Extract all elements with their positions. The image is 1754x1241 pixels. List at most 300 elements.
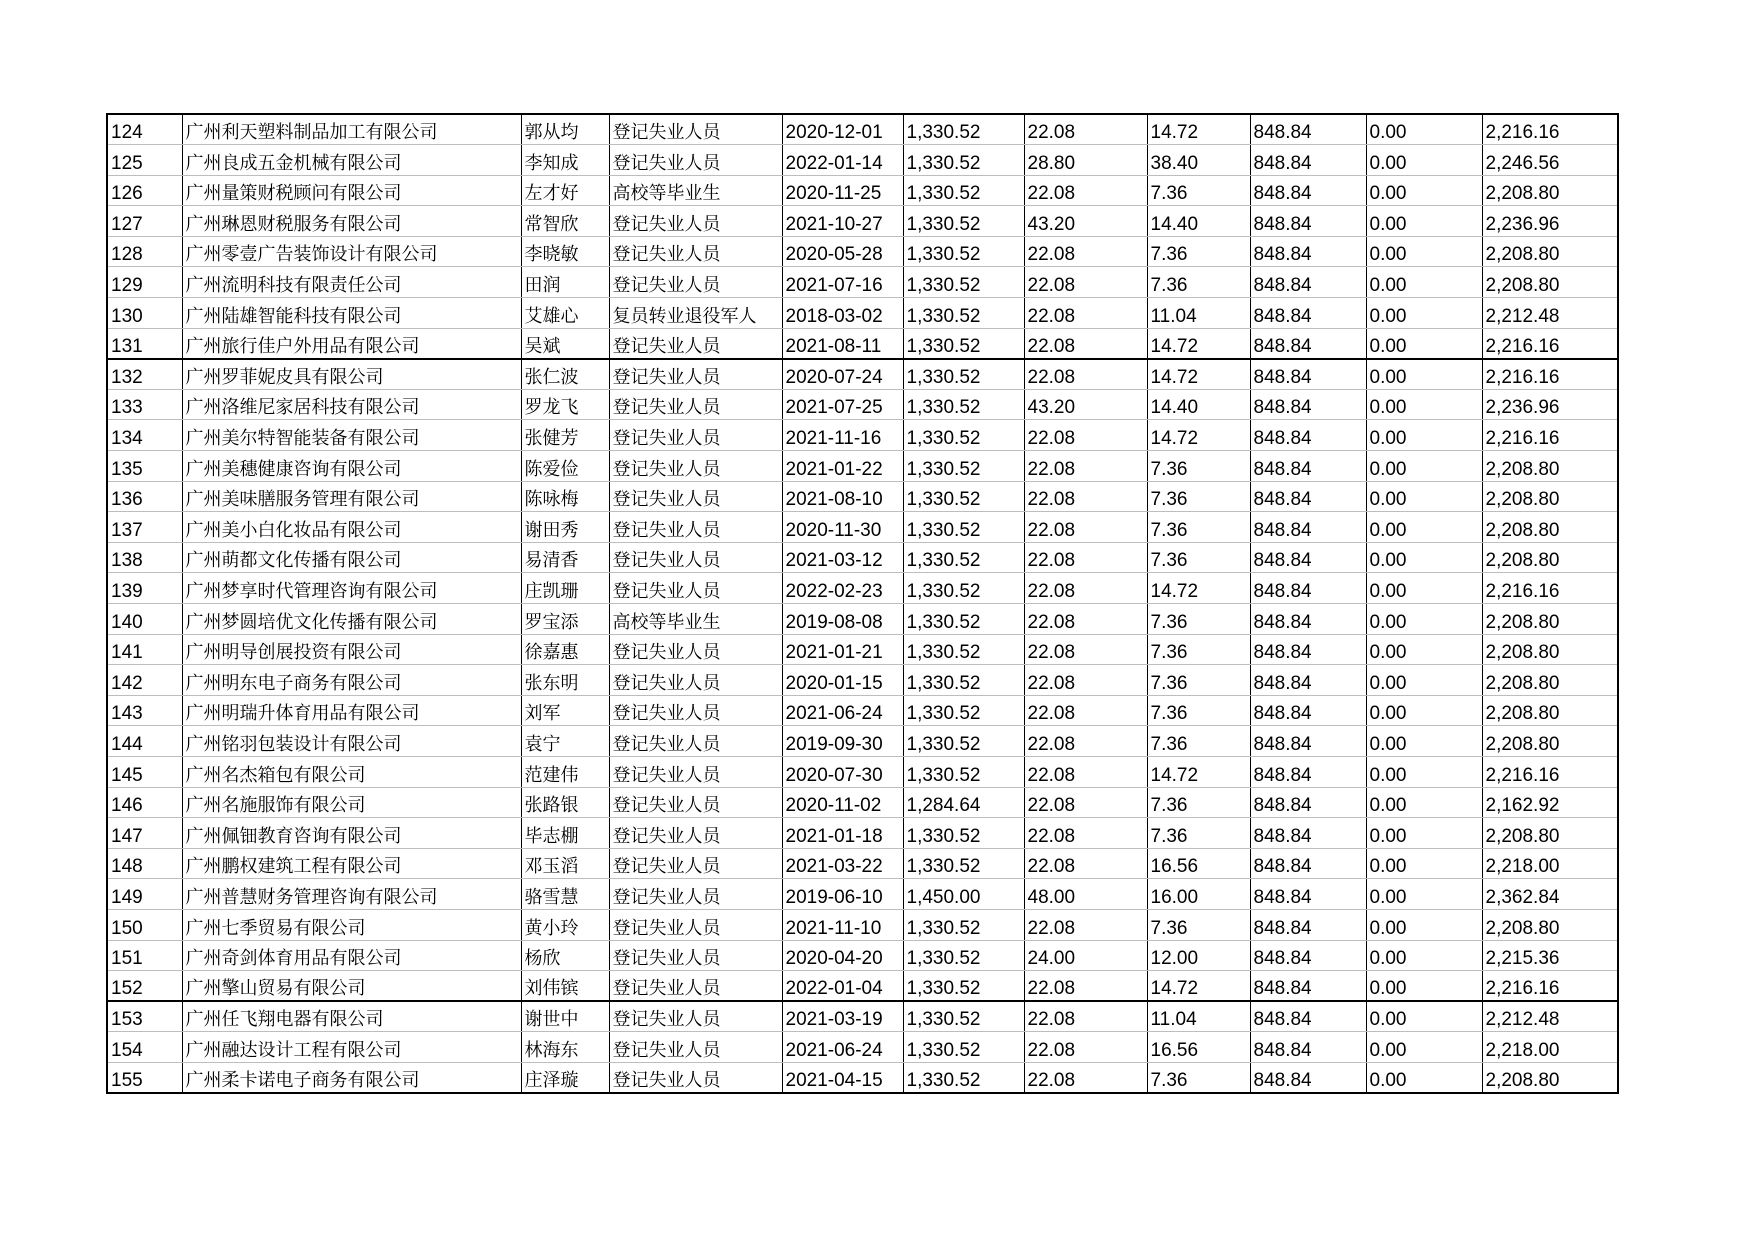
company-name-cell: 广州罗菲妮皮具有限公司	[182, 359, 521, 390]
company-name-cell: 广州良成五金机械有限公司	[182, 145, 521, 176]
start-date-cell: 2021-01-22	[782, 451, 903, 482]
amount-a-cell: 1,330.52	[903, 267, 1024, 298]
amount-d-cell: 848.84	[1250, 328, 1366, 359]
amount-a-cell: 1,330.52	[903, 604, 1024, 635]
person-name-cell: 吴斌	[521, 328, 609, 359]
start-date-cell: 2019-06-10	[782, 879, 903, 910]
amount-c-cell: 7.36	[1147, 451, 1250, 482]
amount-d-cell: 848.84	[1250, 971, 1366, 1002]
start-date-cell: 2020-11-02	[782, 787, 903, 818]
personnel-category-cell: 登记失业人员	[609, 756, 782, 787]
table-row	[107, 359, 1618, 390]
total-amount-cell: 2,208.80	[1482, 604, 1618, 635]
amount-c-cell: 14.72	[1147, 328, 1250, 359]
personnel-category-cell: 登记失业人员	[609, 1062, 782, 1093]
row-number-cell: 152	[107, 971, 182, 1002]
amount-d-cell: 848.84	[1250, 940, 1366, 971]
total-amount-cell: 2,208.80	[1482, 818, 1618, 849]
personnel-category-cell: 登记失业人员	[609, 542, 782, 573]
row-number-cell: 148	[107, 848, 182, 879]
total-amount-cell: 2,216.16	[1482, 420, 1618, 451]
amount-d-cell: 848.84	[1250, 267, 1366, 298]
start-date-cell: 2021-11-10	[782, 909, 903, 940]
total-amount-cell: 2,218.00	[1482, 848, 1618, 879]
amount-e-cell: 0.00	[1366, 848, 1482, 879]
personnel-category-cell: 登记失业人员	[609, 512, 782, 543]
start-date-cell: 2021-01-21	[782, 634, 903, 665]
amount-e-cell: 0.00	[1366, 1032, 1482, 1063]
total-amount-cell: 2,212.48	[1482, 298, 1618, 329]
amount-e-cell: 0.00	[1366, 909, 1482, 940]
amount-b-cell: 22.08	[1024, 909, 1147, 940]
row-number-cell: 140	[107, 604, 182, 635]
total-amount-cell: 2,208.80	[1482, 236, 1618, 267]
personnel-category-cell: 登记失业人员	[609, 634, 782, 665]
company-name-cell: 广州美尔特智能装备有限公司	[182, 420, 521, 451]
total-amount-cell: 2,212.48	[1482, 1001, 1618, 1032]
person-name-cell: 徐嘉惠	[521, 634, 609, 665]
amount-b-cell: 22.08	[1024, 512, 1147, 543]
amount-e-cell: 0.00	[1366, 359, 1482, 390]
personnel-category-cell: 登记失业人员	[609, 420, 782, 451]
amount-b-cell: 22.08	[1024, 542, 1147, 573]
table-row	[107, 145, 1618, 176]
personnel-category-cell: 登记失业人员	[609, 940, 782, 971]
company-name-cell: 广州萌都文化传播有限公司	[182, 542, 521, 573]
personnel-category-cell: 登记失业人员	[609, 481, 782, 512]
amount-a-cell: 1,330.52	[903, 420, 1024, 451]
amount-c-cell: 7.36	[1147, 695, 1250, 726]
personnel-category-cell: 登记失业人员	[609, 359, 782, 390]
amount-a-cell: 1,450.00	[903, 879, 1024, 910]
person-name-cell: 邓玉滔	[521, 848, 609, 879]
total-amount-cell: 2,208.80	[1482, 695, 1618, 726]
personnel-category-cell: 登记失业人员	[609, 787, 782, 818]
company-name-cell: 广州零壹广告装饰设计有限公司	[182, 236, 521, 267]
amount-d-cell: 848.84	[1250, 818, 1366, 849]
row-number-cell: 139	[107, 573, 182, 604]
personnel-category-cell: 登记失业人员	[609, 145, 782, 176]
row-number-cell: 126	[107, 175, 182, 206]
amount-c-cell: 16.00	[1147, 879, 1250, 910]
company-name-cell: 广州明导创展投资有限公司	[182, 634, 521, 665]
amount-d-cell: 848.84	[1250, 604, 1366, 635]
amount-b-cell: 22.08	[1024, 604, 1147, 635]
person-name-cell: 黄小玲	[521, 909, 609, 940]
personnel-category-cell: 登记失业人员	[609, 848, 782, 879]
amount-d-cell: 848.84	[1250, 573, 1366, 604]
amount-b-cell: 22.08	[1024, 1032, 1147, 1063]
company-name-cell: 广州陆雄智能科技有限公司	[182, 298, 521, 329]
amount-b-cell: 22.08	[1024, 971, 1147, 1002]
person-name-cell: 骆雪慧	[521, 879, 609, 910]
amount-e-cell: 0.00	[1366, 971, 1482, 1002]
amount-c-cell: 14.72	[1147, 573, 1250, 604]
amount-c-cell: 12.00	[1147, 940, 1250, 971]
table-row	[107, 940, 1618, 971]
table-row	[107, 848, 1618, 879]
amount-e-cell: 0.00	[1366, 298, 1482, 329]
amount-a-cell: 1,330.52	[903, 389, 1024, 420]
person-name-cell: 陈咏梅	[521, 481, 609, 512]
amount-c-cell: 7.36	[1147, 665, 1250, 696]
table-row	[107, 1062, 1618, 1093]
personnel-category-cell: 登记失业人员	[609, 573, 782, 604]
personnel-category-cell: 登记失业人员	[609, 114, 782, 145]
amount-b-cell: 22.08	[1024, 298, 1147, 329]
amount-c-cell: 14.72	[1147, 359, 1250, 390]
row-number-cell: 151	[107, 940, 182, 971]
amount-e-cell: 0.00	[1366, 879, 1482, 910]
amount-d-cell: 848.84	[1250, 114, 1366, 145]
person-name-cell: 林海东	[521, 1032, 609, 1063]
amount-c-cell: 14.40	[1147, 389, 1250, 420]
total-amount-cell: 2,208.80	[1482, 542, 1618, 573]
row-number-cell: 130	[107, 298, 182, 329]
table-row	[107, 604, 1618, 635]
table-row	[107, 695, 1618, 726]
total-amount-cell: 2,246.56	[1482, 145, 1618, 176]
amount-a-cell: 1,330.52	[903, 695, 1024, 726]
amount-a-cell: 1,330.52	[903, 818, 1024, 849]
amount-e-cell: 0.00	[1366, 604, 1482, 635]
total-amount-cell: 2,216.16	[1482, 573, 1618, 604]
amount-d-cell: 848.84	[1250, 1032, 1366, 1063]
amount-c-cell: 7.36	[1147, 787, 1250, 818]
amount-c-cell: 7.36	[1147, 236, 1250, 267]
amount-c-cell: 7.36	[1147, 542, 1250, 573]
row-number-cell: 131	[107, 328, 182, 359]
amount-d-cell: 848.84	[1250, 236, 1366, 267]
amount-b-cell: 22.08	[1024, 236, 1147, 267]
subsidy-table	[106, 113, 1619, 1094]
amount-e-cell: 0.00	[1366, 114, 1482, 145]
row-number-cell: 150	[107, 909, 182, 940]
row-number-cell: 147	[107, 818, 182, 849]
amount-b-cell: 22.08	[1024, 267, 1147, 298]
amount-e-cell: 0.00	[1366, 267, 1482, 298]
company-name-cell: 广州琳恩财税服务有限公司	[182, 206, 521, 237]
amount-a-cell: 1,330.52	[903, 359, 1024, 390]
personnel-category-cell: 高校等毕业生	[609, 175, 782, 206]
amount-b-cell: 22.08	[1024, 359, 1147, 390]
company-name-cell: 广州利天塑料制品加工有限公司	[182, 114, 521, 145]
amount-e-cell: 0.00	[1366, 389, 1482, 420]
amount-a-cell: 1,330.52	[903, 1032, 1024, 1063]
amount-a-cell: 1,330.52	[903, 512, 1024, 543]
company-name-cell: 广州洛维尼家居科技有限公司	[182, 389, 521, 420]
table-row	[107, 573, 1618, 604]
amount-e-cell: 0.00	[1366, 695, 1482, 726]
amount-c-cell: 7.36	[1147, 909, 1250, 940]
table-row	[107, 818, 1618, 849]
amount-a-cell: 1,330.52	[903, 848, 1024, 879]
start-date-cell: 2020-11-25	[782, 175, 903, 206]
personnel-category-cell: 登记失业人员	[609, 695, 782, 726]
total-amount-cell: 2,215.36	[1482, 940, 1618, 971]
amount-a-cell: 1,330.52	[903, 298, 1024, 329]
personnel-category-cell: 登记失业人员	[609, 1032, 782, 1063]
person-name-cell: 张路银	[521, 787, 609, 818]
amount-a-cell: 1,330.52	[903, 940, 1024, 971]
row-number-cell: 154	[107, 1032, 182, 1063]
total-amount-cell: 2,162.92	[1482, 787, 1618, 818]
amount-e-cell: 0.00	[1366, 787, 1482, 818]
start-date-cell: 2020-01-15	[782, 665, 903, 696]
personnel-category-cell: 登记失业人员	[609, 726, 782, 757]
total-amount-cell: 2,216.16	[1482, 114, 1618, 145]
person-name-cell: 郭从均	[521, 114, 609, 145]
amount-d-cell: 848.84	[1250, 359, 1366, 390]
amount-d-cell: 848.84	[1250, 787, 1366, 818]
table-row	[107, 971, 1618, 1002]
start-date-cell: 2018-03-02	[782, 298, 903, 329]
personnel-category-cell: 登记失业人员	[609, 971, 782, 1002]
amount-b-cell: 22.08	[1024, 1001, 1147, 1032]
amount-d-cell: 848.84	[1250, 451, 1366, 482]
company-name-cell: 广州量策财税顾问有限公司	[182, 175, 521, 206]
start-date-cell: 2019-08-08	[782, 604, 903, 635]
amount-c-cell: 7.36	[1147, 512, 1250, 543]
company-name-cell: 广州名杰箱包有限公司	[182, 756, 521, 787]
amount-d-cell: 848.84	[1250, 512, 1366, 543]
start-date-cell: 2021-07-25	[782, 389, 903, 420]
personnel-category-cell: 高校等毕业生	[609, 604, 782, 635]
row-number-cell: 133	[107, 389, 182, 420]
table-row	[107, 481, 1618, 512]
row-number-cell: 138	[107, 542, 182, 573]
company-name-cell: 广州柔卡诺电子商务有限公司	[182, 1062, 521, 1093]
row-number-cell: 132	[107, 359, 182, 390]
person-name-cell: 张仁波	[521, 359, 609, 390]
personnel-category-cell: 登记失业人员	[609, 451, 782, 482]
total-amount-cell: 2,208.80	[1482, 451, 1618, 482]
company-name-cell: 广州佩钿教育咨询有限公司	[182, 818, 521, 849]
start-date-cell: 2021-03-19	[782, 1001, 903, 1032]
person-name-cell: 李知成	[521, 145, 609, 176]
personnel-category-cell: 登记失业人员	[609, 665, 782, 696]
table-row	[107, 1001, 1618, 1032]
person-name-cell: 陈爱俭	[521, 451, 609, 482]
start-date-cell: 2021-08-10	[782, 481, 903, 512]
company-name-cell: 广州铭羽包装设计有限公司	[182, 726, 521, 757]
person-name-cell: 艾雄心	[521, 298, 609, 329]
person-name-cell: 张健芳	[521, 420, 609, 451]
start-date-cell: 2021-10-27	[782, 206, 903, 237]
amount-b-cell: 22.08	[1024, 420, 1147, 451]
person-name-cell: 谢世中	[521, 1001, 609, 1032]
person-name-cell: 毕志棚	[521, 818, 609, 849]
start-date-cell: 2021-03-22	[782, 848, 903, 879]
amount-b-cell: 28.80	[1024, 145, 1147, 176]
row-number-cell: 142	[107, 665, 182, 696]
table-row	[107, 328, 1618, 359]
amount-d-cell: 848.84	[1250, 420, 1366, 451]
amount-c-cell: 7.36	[1147, 1062, 1250, 1093]
amount-e-cell: 0.00	[1366, 451, 1482, 482]
person-name-cell: 范建伟	[521, 756, 609, 787]
personnel-category-cell: 登记失业人员	[609, 818, 782, 849]
amount-c-cell: 14.72	[1147, 114, 1250, 145]
person-name-cell: 袁宁	[521, 726, 609, 757]
company-name-cell: 广州美穗健康咨询有限公司	[182, 451, 521, 482]
start-date-cell: 2022-01-14	[782, 145, 903, 176]
total-amount-cell: 2,208.80	[1482, 1062, 1618, 1093]
amount-d-cell: 848.84	[1250, 726, 1366, 757]
table-row	[107, 726, 1618, 757]
person-name-cell: 常智欣	[521, 206, 609, 237]
person-name-cell: 张东明	[521, 665, 609, 696]
table-row	[107, 756, 1618, 787]
company-name-cell: 广州普慧财务管理咨询有限公司	[182, 879, 521, 910]
total-amount-cell: 2,208.80	[1482, 726, 1618, 757]
amount-e-cell: 0.00	[1366, 634, 1482, 665]
row-number-cell: 153	[107, 1001, 182, 1032]
amount-c-cell: 7.36	[1147, 818, 1250, 849]
amount-c-cell: 14.72	[1147, 971, 1250, 1002]
row-number-cell: 124	[107, 114, 182, 145]
table-row	[107, 267, 1618, 298]
company-name-cell: 广州美味膳服务管理有限公司	[182, 481, 521, 512]
amount-a-cell: 1,330.52	[903, 451, 1024, 482]
personnel-category-cell: 登记失业人员	[609, 267, 782, 298]
start-date-cell: 2021-06-24	[782, 1032, 903, 1063]
row-number-cell: 137	[107, 512, 182, 543]
amount-b-cell: 22.08	[1024, 756, 1147, 787]
amount-e-cell: 0.00	[1366, 665, 1482, 696]
amount-c-cell: 7.36	[1147, 481, 1250, 512]
row-number-cell: 125	[107, 145, 182, 176]
amount-e-cell: 0.00	[1366, 481, 1482, 512]
amount-a-cell: 1,330.52	[903, 665, 1024, 696]
row-number-cell: 146	[107, 787, 182, 818]
amount-a-cell: 1,330.52	[903, 145, 1024, 176]
table-row	[107, 1032, 1618, 1063]
amount-c-cell: 38.40	[1147, 145, 1250, 176]
table-row	[107, 542, 1618, 573]
table-row	[107, 634, 1618, 665]
amount-b-cell: 43.20	[1024, 206, 1147, 237]
amount-d-cell: 848.84	[1250, 634, 1366, 665]
amount-e-cell: 0.00	[1366, 573, 1482, 604]
table-row	[107, 451, 1618, 482]
start-date-cell: 2019-09-30	[782, 726, 903, 757]
row-number-cell: 143	[107, 695, 182, 726]
amount-e-cell: 0.00	[1366, 940, 1482, 971]
table-row	[107, 909, 1618, 940]
start-date-cell: 2020-11-30	[782, 512, 903, 543]
row-number-cell: 134	[107, 420, 182, 451]
row-number-cell: 135	[107, 451, 182, 482]
amount-a-cell: 1,284.64	[903, 787, 1024, 818]
table-row	[107, 879, 1618, 910]
amount-e-cell: 0.00	[1366, 175, 1482, 206]
start-date-cell: 2021-07-16	[782, 267, 903, 298]
amount-a-cell: 1,330.52	[903, 236, 1024, 267]
start-date-cell: 2020-07-24	[782, 359, 903, 390]
total-amount-cell: 2,236.96	[1482, 389, 1618, 420]
table-row	[107, 512, 1618, 543]
amount-d-cell: 848.84	[1250, 695, 1366, 726]
total-amount-cell: 2,216.16	[1482, 971, 1618, 1002]
amount-b-cell: 22.08	[1024, 451, 1147, 482]
amount-d-cell: 848.84	[1250, 879, 1366, 910]
personnel-category-cell: 登记失业人员	[609, 389, 782, 420]
amount-d-cell: 848.84	[1250, 1001, 1366, 1032]
amount-c-cell: 7.36	[1147, 726, 1250, 757]
total-amount-cell: 2,208.80	[1482, 267, 1618, 298]
amount-d-cell: 848.84	[1250, 848, 1366, 879]
start-date-cell: 2020-07-30	[782, 756, 903, 787]
amount-d-cell: 848.84	[1250, 542, 1366, 573]
amount-a-cell: 1,330.52	[903, 573, 1024, 604]
table-row	[107, 114, 1618, 145]
amount-d-cell: 848.84	[1250, 389, 1366, 420]
company-name-cell: 广州旅行佳户外用品有限公司	[182, 328, 521, 359]
row-number-cell: 155	[107, 1062, 182, 1093]
amount-e-cell: 0.00	[1366, 420, 1482, 451]
personnel-category-cell: 登记失业人员	[609, 328, 782, 359]
amount-c-cell: 16.56	[1147, 848, 1250, 879]
amount-d-cell: 848.84	[1250, 756, 1366, 787]
personnel-category-cell: 登记失业人员	[609, 206, 782, 237]
amount-d-cell: 848.84	[1250, 909, 1366, 940]
amount-a-cell: 1,330.52	[903, 175, 1024, 206]
total-amount-cell: 2,208.80	[1482, 175, 1618, 206]
total-amount-cell: 2,362.84	[1482, 879, 1618, 910]
personnel-category-cell: 登记失业人员	[609, 909, 782, 940]
table-row	[107, 298, 1618, 329]
amount-e-cell: 0.00	[1366, 206, 1482, 237]
amount-c-cell: 14.40	[1147, 206, 1250, 237]
company-name-cell: 广州美小白化妆品有限公司	[182, 512, 521, 543]
amount-e-cell: 0.00	[1366, 512, 1482, 543]
amount-d-cell: 848.84	[1250, 175, 1366, 206]
total-amount-cell: 2,236.96	[1482, 206, 1618, 237]
row-number-cell: 149	[107, 879, 182, 910]
amount-a-cell: 1,330.52	[903, 481, 1024, 512]
start-date-cell: 2021-06-24	[782, 695, 903, 726]
person-name-cell: 谢田秀	[521, 512, 609, 543]
amount-e-cell: 0.00	[1366, 328, 1482, 359]
amount-b-cell: 22.08	[1024, 787, 1147, 818]
amount-b-cell: 22.08	[1024, 726, 1147, 757]
amount-d-cell: 848.84	[1250, 665, 1366, 696]
amount-c-cell: 7.36	[1147, 604, 1250, 635]
amount-d-cell: 848.84	[1250, 1062, 1366, 1093]
amount-b-cell: 22.08	[1024, 634, 1147, 665]
table-row	[107, 236, 1618, 267]
amount-a-cell: 1,330.52	[903, 634, 1024, 665]
table-body	[107, 114, 1618, 1093]
amount-b-cell: 22.08	[1024, 848, 1147, 879]
start-date-cell: 2022-01-04	[782, 971, 903, 1002]
amount-b-cell: 22.08	[1024, 481, 1147, 512]
total-amount-cell: 2,216.16	[1482, 756, 1618, 787]
total-amount-cell: 2,216.16	[1482, 359, 1618, 390]
amount-a-cell: 1,330.52	[903, 971, 1024, 1002]
personnel-category-cell: 登记失业人员	[609, 236, 782, 267]
start-date-cell: 2021-03-12	[782, 542, 903, 573]
total-amount-cell: 2,208.80	[1482, 909, 1618, 940]
amount-a-cell: 1,330.52	[903, 206, 1024, 237]
person-name-cell: 庄泽璇	[521, 1062, 609, 1093]
amount-b-cell: 22.08	[1024, 695, 1147, 726]
amount-a-cell: 1,330.52	[903, 1001, 1024, 1032]
table-row	[107, 175, 1618, 206]
amount-a-cell: 1,330.52	[903, 909, 1024, 940]
company-name-cell: 广州任飞翔电器有限公司	[182, 1001, 521, 1032]
